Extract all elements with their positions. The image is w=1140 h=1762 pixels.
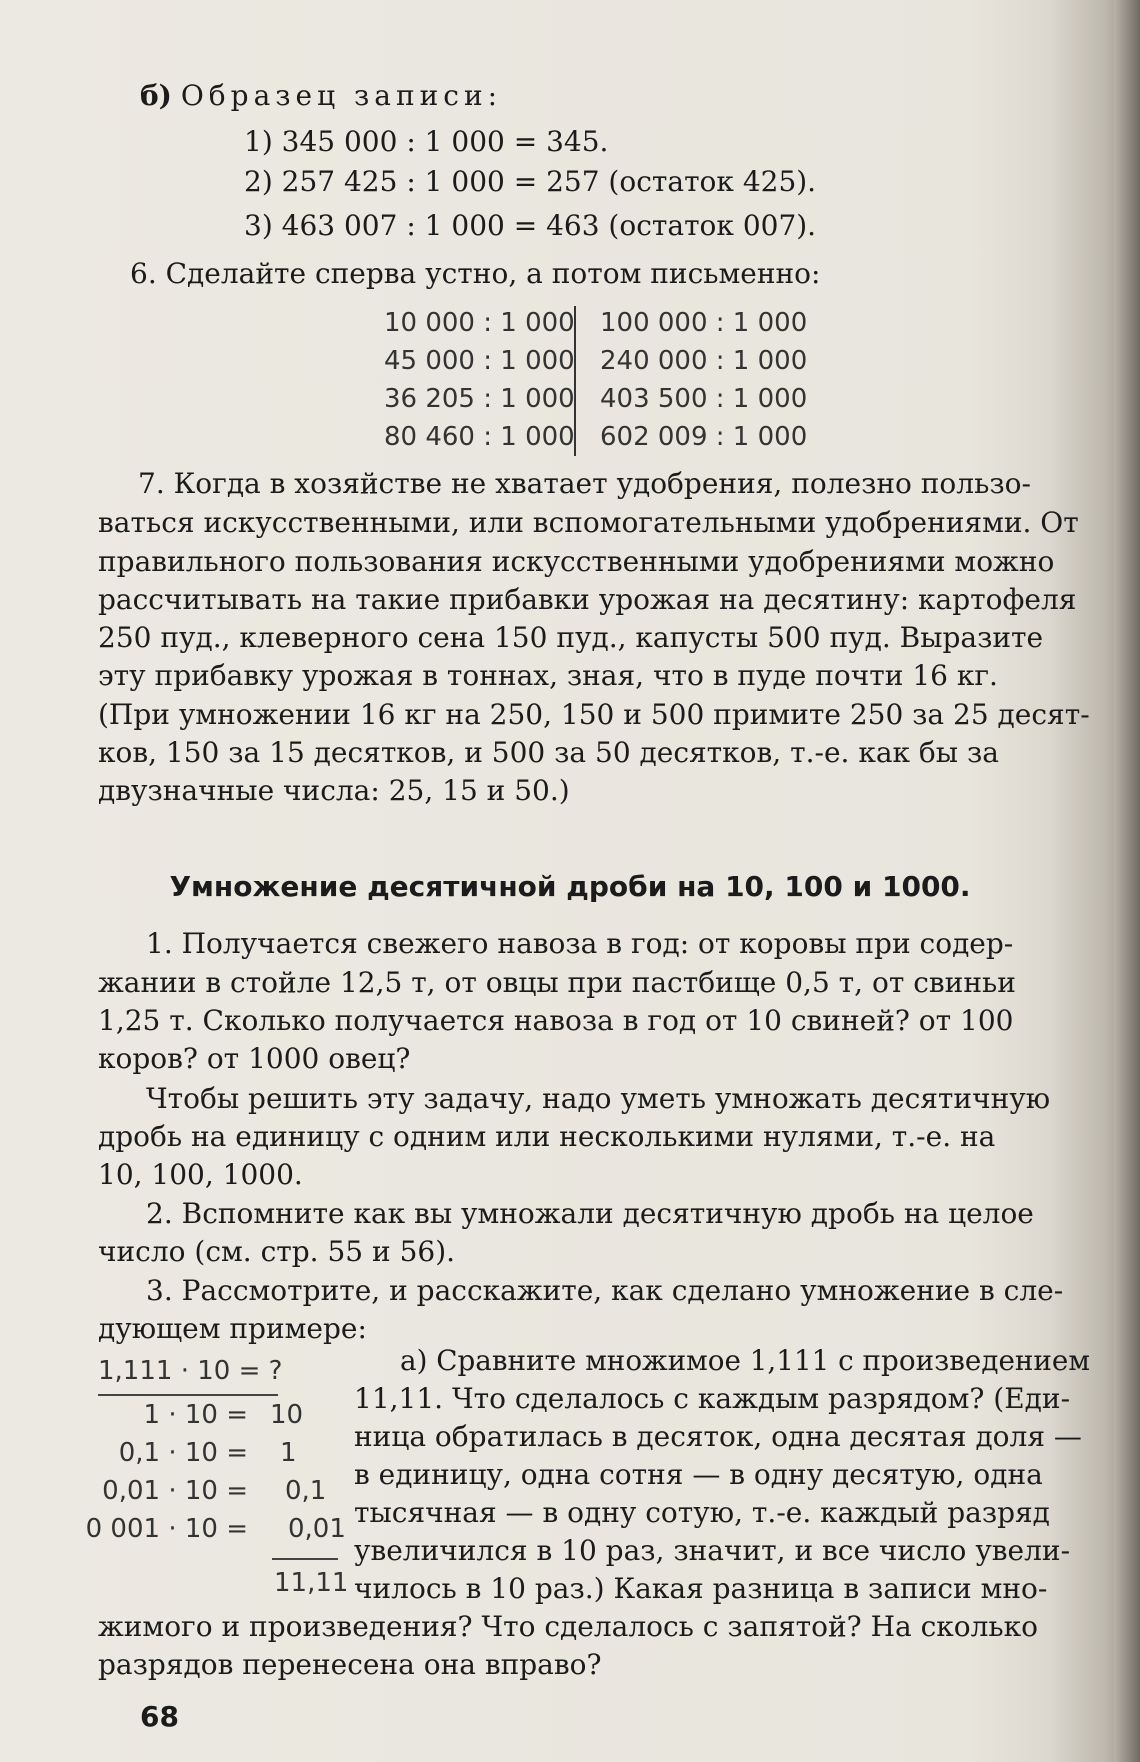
page-number: 68 [140, 1700, 179, 1733]
text-line: разрядов перенесена она вправо? [98, 1648, 602, 1681]
calc-expr: 0,01 · 10 = [102, 1476, 248, 1506]
text-line: а) Сравните множимое 1,111 с произведением [400, 1344, 1090, 1377]
calc-value: 1 [280, 1438, 297, 1468]
text-line: эту прибавку урожая в тоннах, зная, что в пуде почти 16 кг. [98, 659, 998, 692]
task6-item: 10 000 : 1 000 [384, 308, 575, 338]
text-line: жимого и произведения? Что сделалось с запятой? На сколько [98, 1610, 1039, 1643]
text-line: дробь на единицу с одним или несколькими нулями, т.-е. на [98, 1120, 996, 1153]
text-line: 3. Рассмотрите, и расскажите, как сделано умножение в сле- [146, 1274, 1064, 1307]
section-b-heading [140, 78, 502, 114]
text-line: правильного пользования искусственными удобрениями можно [98, 545, 1055, 578]
example-line: 2) 257 425 : 1 000 = 257 (остаток 425). [244, 165, 817, 198]
task6-item: 36 205 : 1 000 [384, 384, 575, 414]
calc-total: 11,11 [274, 1568, 349, 1598]
calc-head: 1,111 · 10 = ? [98, 1356, 283, 1386]
text-line: увеличился в 10 раз, значит, и все число увели- [354, 1534, 1071, 1567]
section-b-title: Образец записи: [180, 79, 503, 112]
task6-right-column [600, 304, 807, 456]
text-line: 2. Вспомните как вы умножали десятичную дробь на целое [146, 1197, 1034, 1230]
calc-rule [98, 1394, 278, 1396]
text-line: 250 пуд., клеверного сена 150 пуд., капусты 500 пуд. Выразите [98, 621, 1044, 654]
example-line: 3) 463 007 : 1 000 = 463 (остаток 007). [244, 209, 817, 242]
text-line: (При умножении 16 кг на 250, 150 и 500 примите 250 за 25 десят- [98, 698, 1090, 731]
calc-value: 10 [270, 1400, 304, 1430]
text-line: дующем примере: [98, 1312, 367, 1345]
text-line: ваться искусственными, или вспомогательными удобрениями. От [98, 506, 1079, 539]
text-line: ница обратилась в десяток, одна десятая доля — [354, 1420, 1082, 1453]
text-line: 11,11. Что сделалось с каждым разрядом? (Еди- [354, 1382, 1071, 1415]
calc-value: 0,01 [288, 1514, 346, 1544]
task6-left-column [384, 304, 575, 456]
text-line: в единицу, одна сотня — в одну десятую, одна [354, 1458, 1043, 1491]
task6-item: 45 000 : 1 000 [384, 346, 575, 376]
text-line: 1,25 т. Сколько получается навоза в год от 10 свиней? от 100 [98, 1004, 1014, 1037]
text-line: рассчитывать на такие прибавки урожая на десятину: картофеля [98, 583, 1077, 616]
calc-sum-rule [272, 1558, 338, 1560]
text-line: коров? от 1000 овец? [98, 1042, 411, 1075]
section-b-label: б) [140, 79, 172, 112]
calc-value: 0,1 [285, 1476, 327, 1506]
task6-item: 403 500 : 1 000 [600, 384, 808, 414]
example-line: 1) 345 000 : 1 000 = 345. [244, 125, 609, 158]
text-line: Чтобы решить эту задачу, надо уметь умножать десятичную [146, 1082, 1051, 1115]
calc-expr: 0 001 · 10 = [85, 1514, 248, 1544]
text-line: жании в стойле 12,5 т, от овцы при пастбище 0,5 т, от свиньи [98, 966, 1016, 999]
text-line: ков, 150 за 15 десятков, и 500 за 50 десятков, т.-е. как бы за [98, 736, 999, 769]
task6-item: 100 000 : 1 000 [600, 308, 808, 338]
text-line: двузначные числа: 25, 15 и 50.) [98, 774, 570, 807]
calc-row [85, 1400, 346, 1552]
text-line: 7. Когда в хозяйстве не хватает удобрения, полезно пользо- [138, 467, 1031, 500]
task6-prompt: 6. Сделайте сперва устно, а потом письменно: [130, 257, 821, 290]
task6-item: 80 460 : 1 000 [384, 422, 575, 452]
section-heading: Умножение десятичной дроби на 10, 100 и 1000. [169, 870, 971, 903]
task6-item: 240 000 : 1 000 [600, 346, 808, 376]
text-line: 1. Получается свежего навоза в год: от коровы при содер- [146, 927, 1014, 960]
text-line: чилось в 10 раз.) Какая разница в записи мно- [354, 1572, 1048, 1605]
task6-item: 602 009 : 1 000 [600, 422, 808, 452]
text-line: 10, 100, 1000. [98, 1158, 303, 1191]
text-line: число (см. стр. 55 и 56). [98, 1235, 456, 1268]
calc-expr: 1 · 10 = [143, 1400, 248, 1430]
calc-expr: 0,1 · 10 = [118, 1438, 248, 1468]
text-line: тысячная — в одну сотую, т.-е. каждый разряд [354, 1496, 1050, 1529]
